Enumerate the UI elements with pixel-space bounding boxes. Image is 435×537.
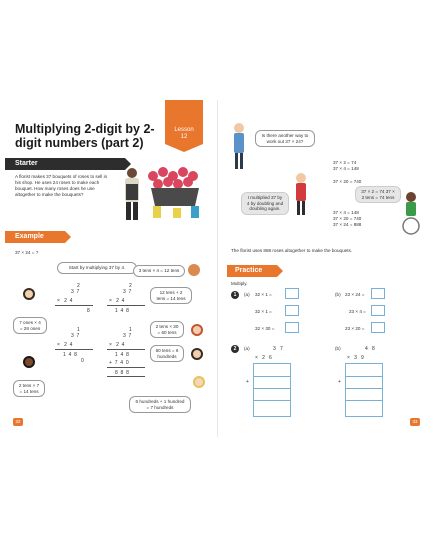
- calc2-result: 1 4 8: [115, 308, 129, 314]
- bubble-2tens30: 2 tens × 30 = 60 tens: [150, 321, 184, 338]
- q2b-label: (b): [335, 346, 341, 351]
- page-number-right: 33: [410, 418, 420, 426]
- calc4-carry: 1: [129, 327, 132, 333]
- child-wheelchair-figure: [401, 190, 421, 240]
- work-block-3: [333, 210, 361, 228]
- q2b-plus: +: [338, 379, 341, 385]
- q1a-answer-box-3[interactable]: [285, 322, 299, 333]
- q2b-top: 4 8: [365, 346, 375, 352]
- question-1-number: 1: [231, 291, 239, 299]
- lesson-label: Lesson: [174, 127, 194, 133]
- calc4-sum: 8 8 8: [115, 370, 129, 376]
- lesson-number: 12: [180, 134, 188, 140]
- calc3-mult: × 2 4: [57, 342, 73, 348]
- work2-line-1: 37 × 20 = 740: [333, 179, 362, 184]
- florist-answer: The florist uses 888 roses altogether to make the bouquets.: [231, 248, 353, 253]
- work-block-1: [333, 160, 359, 172]
- work3-line-3: 37 × 24 = 888: [333, 222, 362, 227]
- q2b-mult: × 3 9: [347, 355, 364, 361]
- q1b-line-3: 23 × 20 =: [345, 326, 365, 331]
- work1-line-2: 37 × 4 = 148: [333, 166, 359, 171]
- child-avatar-4: [191, 348, 203, 360]
- q1b-answer-box-1[interactable]: [371, 288, 385, 299]
- calc4-r1: 1 4 8: [115, 352, 129, 358]
- calc4-rule-3: [107, 376, 145, 377]
- starter-heading: Starter: [5, 158, 125, 170]
- lesson-tab: [165, 106, 203, 144]
- bubble-start: Start by multiplying 37 by 4.: [57, 262, 137, 274]
- multiply-label: Multiply.: [231, 281, 248, 286]
- bubble-60tens: 60 tens = 6 hundreds: [150, 345, 184, 362]
- bubble-6hundreds: 6 hundreds + 1 hundred = 7 hundreds: [129, 396, 191, 413]
- q2a-label: (a): [244, 346, 250, 351]
- q1a-answer-box-1[interactable]: [285, 288, 299, 299]
- q2b-answer-grid[interactable]: [338, 363, 383, 417]
- work3-line-1: 37 × 4 = 148: [333, 210, 359, 215]
- child-avatar-5: [23, 356, 35, 368]
- q2a-mult: × 2 6: [255, 355, 272, 361]
- bubble-2tens7: 2 tens × 7 = 14 tens: [13, 380, 45, 397]
- calc3-zero: 0: [81, 358, 84, 364]
- bubble-37x2: 37 × 2 = 74 37 × 2 tens = 74 tens: [355, 186, 401, 203]
- child-figure-1: [293, 172, 309, 218]
- teacher-figure-1: [231, 122, 247, 172]
- q1b-line-1: 23 × 24 =: [345, 292, 365, 297]
- example-heading: Example: [5, 231, 65, 243]
- calc4-top: 3 7: [123, 333, 132, 339]
- work-block-2: [333, 179, 361, 185]
- calc2-rule: [107, 305, 145, 306]
- bubble-12tens: 12 tens + 2 tens = 14 tens: [150, 287, 192, 304]
- calc4-mult: × 2 4: [109, 342, 125, 348]
- book-spread: [5, 100, 430, 437]
- work1-line-1: 37 × 2 = 74: [333, 160, 357, 165]
- practice-heading: Practice: [227, 265, 277, 277]
- calc4-rule: [107, 349, 145, 350]
- calc3-rule: [55, 349, 93, 350]
- q1b-answer-box-2[interactable]: [371, 305, 385, 316]
- calc4-r2: + 7 4 0: [109, 360, 129, 366]
- q1b-line-2: 23 × 4 =: [349, 309, 366, 314]
- bubble-another-way: Is there another way to work out 37 × 24?: [255, 130, 315, 147]
- child-avatar-3: [191, 324, 203, 336]
- calc3-r1: 1 4 8: [63, 352, 77, 358]
- example-question: 37 × 24 = ?: [15, 250, 39, 255]
- q1a-line-2: 32 × 1 =: [255, 309, 272, 314]
- child-avatar-1: [188, 264, 200, 276]
- calc1-rule: [55, 305, 93, 306]
- page-title: Multiplying 2-digit by 2-digit numbers (part 2): [15, 122, 155, 150]
- calc1-carry: 2: [77, 283, 80, 289]
- calc1-top: 3 7: [71, 289, 80, 295]
- child-avatar-6: [193, 376, 205, 388]
- q1a-line-3: 32 × 30 =: [255, 326, 275, 331]
- page-gutter: [217, 100, 218, 437]
- q2a-answer-grid[interactable]: [246, 363, 291, 417]
- calc3-carry: 1: [77, 327, 80, 333]
- page-number-left: 32: [13, 418, 23, 426]
- calc1-mult: × 2 4: [57, 298, 73, 304]
- bubble-doubling: I multiplied 37 by 4 by doubling and doubling again.: [241, 192, 289, 215]
- calc2-carry: 2: [129, 283, 132, 289]
- bubble-7ones: 7 ones × 4 = 28 ones: [13, 317, 47, 334]
- calc1-result: 8: [87, 308, 90, 314]
- q2a-top: 3 7: [273, 346, 283, 352]
- calc3-top: 3 7: [71, 333, 80, 339]
- q2a-plus: +: [246, 379, 249, 385]
- bubble-3tens: 3 tens × 4 = 12 tens: [133, 265, 185, 277]
- calc2-top: 3 7: [123, 289, 132, 295]
- question-2-number: 2: [231, 345, 239, 353]
- work3-line-2: 37 × 20 = 740: [333, 216, 362, 221]
- florist-illustration: [117, 162, 209, 230]
- q1b-answer-box-3[interactable]: [371, 322, 385, 333]
- child-avatar-2: [23, 288, 35, 300]
- calc2-mult: × 2 4: [109, 298, 125, 304]
- q1a-line-1: 32 × 1 =: [255, 292, 272, 297]
- q1a-label: (a): [244, 292, 250, 297]
- starter-text: A florist makes 37 bouquets of roses to sell in his shop. He uses 24 roses to make each bouquet. How many roses does he use altogether to make the bouquets?: [15, 174, 108, 197]
- q1a-answer-box-2[interactable]: [285, 305, 299, 316]
- q1b-label: (b): [335, 292, 341, 297]
- calc4-rule-2: [107, 367, 145, 368]
